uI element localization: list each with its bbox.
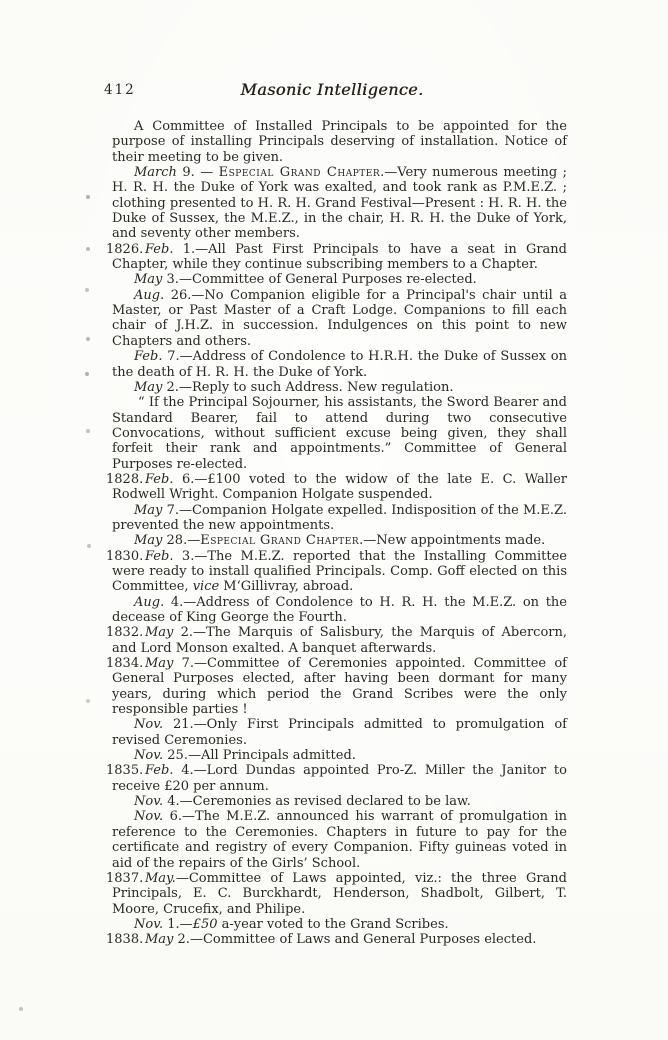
entry-text: 7.—Address of Condolence to H.R.H. the Duke of Sussex on the death of H. R. H. the Duke of York. xyxy=(112,349,567,380)
entry-paragraph xyxy=(106,548,567,595)
entry-text: 7.—Companion Holgate expelled. Indisposition of the M.E.Z. prevented the new appointments. xyxy=(112,502,567,533)
italic-text: Feb. xyxy=(145,763,174,779)
italic-text: Aug. xyxy=(134,287,165,303)
entry-text: 2.—Committee of Laws and General Purposes elected. xyxy=(173,932,537,948)
entry-paragraph xyxy=(112,349,567,380)
italic-text: May. xyxy=(145,870,176,886)
italic-text: Feb. xyxy=(145,548,174,564)
entry-text: 6.—£100 voted to the widow of the late E. C. Waller Rodwell Wright. Companion Holgate suspended. xyxy=(112,471,567,503)
entry-text: A Committee of Installed Principals to be appointed for the purpose of installing Principals deserving of installation. Notice of their meeting to be given. xyxy=(112,119,567,165)
page-number: 412 xyxy=(104,82,136,98)
entry-paragraph xyxy=(106,763,567,794)
entry-year-label: 1834. xyxy=(106,656,144,672)
entry-text: 21.—Only First Principals admitted to promulgation of revised Ceremonies. xyxy=(112,717,567,748)
entry-paragraph xyxy=(106,656,567,718)
scan-speck-noise xyxy=(0,0,2,2)
entry-paragraph xyxy=(112,809,567,870)
entry-year-label: 1830. xyxy=(106,548,144,564)
entry-text: 2.—Reply to such Address. New regulation. xyxy=(162,379,454,395)
italic-text: Aug. xyxy=(134,594,165,610)
entry-year-label: 1837. xyxy=(106,870,144,886)
entries xyxy=(106,119,567,948)
entry-paragraph xyxy=(112,288,567,349)
italic-text: Feb. xyxy=(145,471,174,487)
entry-text: a-year voted to the Grand Scribes. xyxy=(217,916,449,932)
entry-year-label: 1826. xyxy=(106,241,144,257)
smallcaps-heading: Especial Grand Chapter xyxy=(218,165,381,181)
entry-text: M‘Gillivray, abroad. xyxy=(219,579,354,595)
entry-paragraph xyxy=(112,794,567,809)
entry-text: —Committee of Laws appointed, viz.: the three Grand Principals, E. C. Burckhardt, Henderson, Shadbolt, Gilbert, T. Moore, Crucefix, and Philipe. xyxy=(112,870,567,917)
entry-paragraph xyxy=(112,272,567,287)
entry-text: 25.—All Principals admitted. xyxy=(163,748,356,764)
entry-paragraph xyxy=(112,380,567,395)
page-title: Masonic Intelligence. xyxy=(240,80,424,99)
italic-text: May xyxy=(134,502,163,518)
entry-paragraph xyxy=(112,748,567,763)
entry-paragraph xyxy=(112,165,567,242)
entry-text: 26.—No Companion eligible for a Principal's chair until a Master, or Past Master of a Craft Lodge. Companions to fill each chair of J.H.Z. in succession. Indulgences on this point to new Chapters and others. xyxy=(112,287,567,349)
entry-paragraph xyxy=(112,717,567,748)
italic-text: March xyxy=(134,165,177,181)
entry-year-label: 1835. xyxy=(106,763,144,779)
italic-text: May xyxy=(145,625,174,641)
italic-text: May xyxy=(145,932,174,948)
entry-paragraph xyxy=(112,533,567,548)
entry-text: 3.—Committee of General Purposes re-elected. xyxy=(162,272,477,288)
italic-text: Nov. xyxy=(134,748,164,764)
entry-text: 28.— xyxy=(162,533,201,549)
entry-text: 1.— xyxy=(163,916,193,932)
entry-year-label: 1828. xyxy=(106,471,144,487)
entry-paragraph xyxy=(112,503,567,534)
italic-text: Feb. xyxy=(145,241,174,257)
entry-year-label: 1832. xyxy=(106,625,144,641)
entry-text: 9. — xyxy=(176,165,219,181)
italic-text: Nov. xyxy=(134,809,164,825)
entry-text: 2.—The Marquis of Salisbury, the Marquis of Abercorn, and Lord Monson exalted. A banquet afterwards. xyxy=(112,625,567,656)
entry-year-label: 1838. xyxy=(106,932,144,948)
entry-paragraph xyxy=(106,932,567,948)
italic-text: Feb. xyxy=(134,349,163,365)
entry-paragraph xyxy=(106,870,567,917)
entry-paragraph xyxy=(106,625,567,656)
entry-paragraph xyxy=(112,119,567,165)
entry-text: 3.—The M.E.Z. reported that the Installing Committee were ready to install qualified Principals. Comp. Goff elected on this Committee, xyxy=(112,548,567,595)
entry-text: 4.—Lord Dundas appointed Pro-Z. Miller the Janitor to receive £20 per annum. xyxy=(112,763,567,794)
entry-paragraph xyxy=(106,241,567,273)
italic-text: May xyxy=(134,533,163,549)
entry-text: 1.—All Past First Principals to have a seat in Grand Chapter, while they continue subscribing members to a Chapter. xyxy=(112,241,567,273)
entry-text: .—Very numerous meeting ; H. R. H. the Duke of York was exalted, and took rank as P.M.E.Z. ; clothing presented to H. R. H. Grand Festival—Present : H. R. H. the Duke of Sussex, the M.E.Z., in the chair, H. R. H. the Duke of York, and seventy other members. xyxy=(112,165,567,242)
italic-text: vice xyxy=(192,579,220,595)
italic-text: May xyxy=(134,379,163,395)
entry-paragraph xyxy=(112,595,567,626)
italic-text: Nov. xyxy=(134,794,164,810)
entry-paragraph xyxy=(106,471,567,503)
italic-text: Nov. xyxy=(134,916,164,932)
italic-text: May xyxy=(145,656,174,672)
entry-paragraph xyxy=(112,917,567,932)
italic-text: May xyxy=(134,272,163,288)
italic-text: Nov. xyxy=(134,717,164,733)
entry-text: 6.—The M.E.Z. announced his warrant of promulgation in reference to the Ceremonies. Chapters in future to pay for the certificate and registry of every Companion. Fifty guineas voted in aid of the repairs of the Girls’ School. xyxy=(112,809,567,871)
entry-text: 7.—Committee of Ceremonies appointed. Committee of General Purposes elected, after having been dormant for many years, during which period the Grand Scribes were the only responsible parties ! xyxy=(112,656,567,718)
entry-text: 4.—Ceremonies as revised declared to be law. xyxy=(163,794,471,810)
entry-text: “ If the Principal Sojourner, his assistants, the Sword Bearer and Standard Bearer, fail to attend during two consecutive Convocations, without sufficient excuse being given, they shall forfeit their rank and appointments.” Committee of General Purposes re-elected. xyxy=(112,395,567,472)
smallcaps-heading: Especial Grand Chapter xyxy=(200,533,360,549)
italic-text: £50 xyxy=(192,916,218,932)
entry-text: .—New appointments made. xyxy=(359,533,546,549)
entry-paragraph xyxy=(112,395,567,472)
entry-text: 4.—Address of Condolence to H. R. H. the M.E.Z. on the decease of King George the Fourth. xyxy=(112,594,567,625)
